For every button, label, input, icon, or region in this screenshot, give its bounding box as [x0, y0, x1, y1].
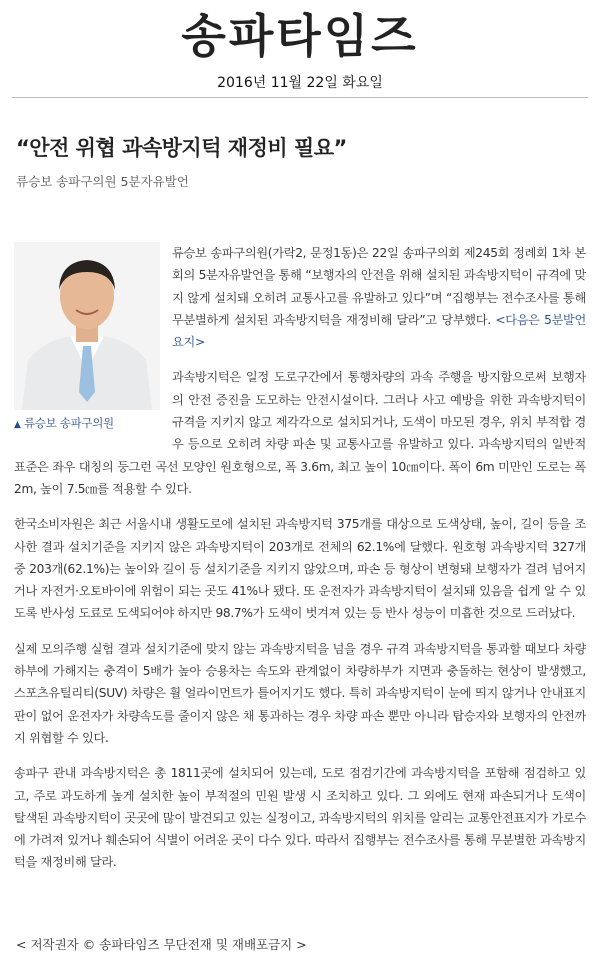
article-headline: “안전 위협 과속방지턱 재정비 필요”	[16, 136, 347, 160]
copyright-notice: < 저작권자 © 송파타임즈 무단전재 및 재배포금지 >	[16, 937, 307, 952]
site-logo[interactable]: 송파타임즈	[181, 9, 419, 63]
speech-summary-link[interactable]: <다음은 5분발언 요지>	[172, 312, 586, 350]
article-subhead: 류승보 송파구의원 5분자유발언	[16, 174, 189, 189]
masthead-divider	[12, 97, 588, 98]
photo-caption	[14, 412, 160, 436]
paragraph-3: 한국소비자원은 최근 서울시내 생활도로에 설치된 과속방지턱 375개를 대상으로 도색상태, 높이, 길이 등을 조사한 결과 설치기준을 지키지 않은 과속방지턱이 203개로 전체의 62.1%에 달했다. 원호형 과속방지턱 327개중 203개(62.1%)는 높이와 길이 등 설치기준을 지키지 않았으며, 파손 등 형상이 변형돼 보행자가 걸려 넘어지거나 자전거·오토바이에 위험이 되는 곳도 41%나 됐다. 또 운전자가 과속방지턱이 설치돼 있음을 쉽게 알 수 있도록 반사성 도료로 도색되어야 하지만 98.7%가 도색이 벗겨져 있는 등 반사 성능이 미흡한 것으로 드러났다.	[14, 517, 586, 621]
issue-date: 2016년 11월 22일 화요일	[217, 75, 383, 91]
caption-triangle-icon: ▲	[14, 420, 21, 430]
masthead	[0, 0, 600, 72]
paragraph-4: 실제 모의주행 실험 결과 설치기준에 맞지 않는 과속방지턱을 넘을 경우 규격 과속방지턱을 통과할 때보다 차량하부에 가해지는 충격이 5배가 높아 승용차는 속도와 관계없이 차량하부가 지면과 충돌하는 현상이 발생했고, 스포츠유틸리티(SUV) 차량은 휠 얼라이먼트가 틀어지기도 했다. 특히 과속방지턱이 눈에 띄지 않거나 안내표지판이 없어 운전자가 차량속도를 줄이지 않은 채 통과하는 경우 차량 파손 뿐만 아니라 탑승자와 보행자의 안전까지 위협할 수 있다.	[14, 641, 586, 745]
paragraph-5: 송파구 관내 과속방지턱은 총 1811곳에 설치되어 있는데, 도로 점검기간에 과속방지턱을 포함해 점검하고 있고, 주로 과도하게 높게 설치한 높이 부적절의 민원 발생 시 조치하고 있다. 그 외에도 현재 파손되거나 도색이 탈색된 과속방지턱이 곳곳에 많이 발견되고 있는 실정이고, 과속방지턱의 위치를 알리는 교통안전표지가 가로수에 가려져 있거나 훼손되어 식별이 어려운 곳이 다수 있다. 따라서 집행부는 전수조사를 통해 무분별한 과속방지턱을 재정비해 달라.	[14, 766, 586, 870]
photo-caption-text: 류승보 송파구의원	[23, 416, 114, 430]
paragraph-2: 과속방지턱은 일정 도로구간에서 통행차량의 과속 주행을 방지함으로써 보행자의 안전 증진을 도모하는 안전시설이다. 그러나 사고 예방을 위한 과속방지턱이 규격을 지키지 않고 제각각으로 설치되거나, 도색이 마모된 경우, 위치 부적합 경우 등으로 오히려 차량 파손 및 교통사고를 유발하고 있다. 과속방지턱의 일반적 표준은 좌우 대칭의 둥그런 곡선 모양인 원호형으로, 폭 3.6m, 최고 높이 10㎝이다. 폭이 6m 미만인 도로는 폭 2m, 높이 7.5㎝를 적용할 수 있다.	[14, 370, 586, 496]
paragraph-1-text: 류승보 송파구의원(가락2, 문정1동)은 22일 송파구의회 제245회 정례회 1차 본회의 5분자유발언을 통해 “보행자의 안전을 위해 설치된 과속방지턱이 규격에 맞지 않게 설치돼 오히려 교통사고를 유발하고 있다”며 “집행부는 전수조사를 통해 무분별하게 설치된 과속방지턱을 재정비해 달라”고 당부했다.	[172, 246, 586, 327]
photo-block	[14, 242, 160, 436]
article-body	[14, 242, 586, 874]
councilor-portrait	[14, 242, 160, 410]
